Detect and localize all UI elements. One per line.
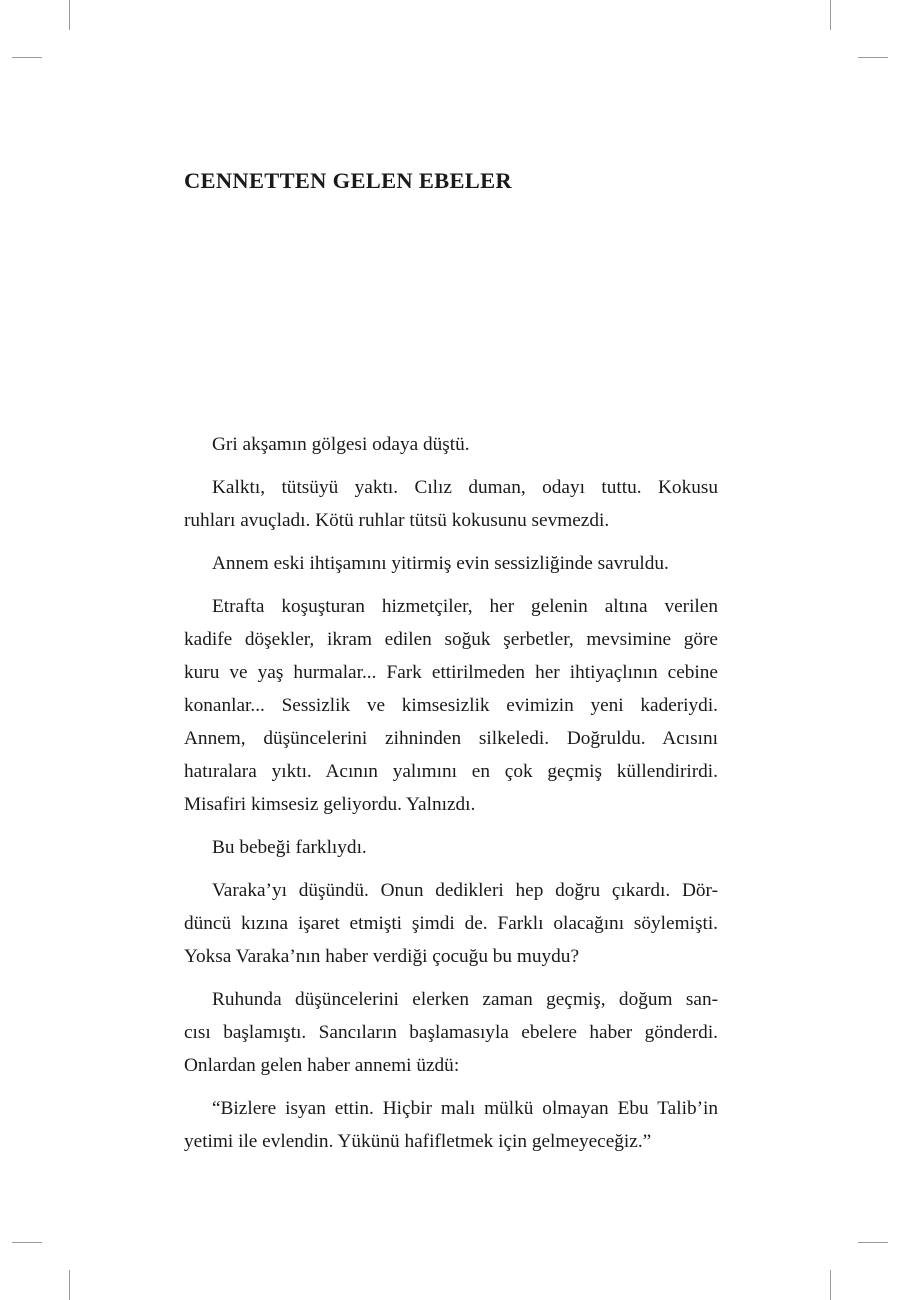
text-line: düncü kızına işaret etmişti şimdi de. Farklı olacağını söylemişti. bbox=[184, 913, 718, 934]
text-line: Varaka’yı düşündü. Onun dedikleri hep doğru çıkardı. Dör- bbox=[212, 880, 718, 901]
text-line: yetimi ile evlendin. Yükünü hafifletmek için gelmeyeceğiz.” bbox=[184, 1131, 652, 1152]
text-line: Annem, düşüncelerini zihninden silkeledi. Doğruldu. Acısını bbox=[184, 728, 718, 749]
crop-mark-bottom-right-vertical bbox=[830, 1270, 831, 1300]
crop-mark-bottom-left-vertical bbox=[69, 1270, 70, 1300]
paragraph bbox=[184, 547, 718, 580]
text-line: Kalktı, tütsüyü yaktı. Cılız duman, odayı tuttu. Kokusu bbox=[212, 477, 718, 498]
text-line: cısı başlamıştı. Sancıların başlamasıyla ebelere haber gönderdi. bbox=[184, 1022, 718, 1043]
text-line: Gri akşamın gölgesi odaya düştü. bbox=[212, 434, 470, 455]
text-line: Ruhunda düşüncelerini elerken zaman geçmiş, doğum san- bbox=[212, 989, 718, 1010]
text-line: Yoksa Varaka’nın haber verdiği çocuğu bu muydu? bbox=[184, 946, 579, 967]
paragraph bbox=[184, 831, 718, 864]
text-line: “Bizlere isyan ettin. Hiçbir malı mülkü olmayan Ebu Talib’in bbox=[212, 1098, 718, 1119]
text-line: Bu bebeği farklıydı. bbox=[212, 837, 367, 858]
text-line: Onlardan gelen haber annemi üzdü: bbox=[184, 1055, 460, 1076]
text-line: kadife döşekler, ikram edilen soğuk şerbetler, mevsimine göre bbox=[184, 629, 718, 650]
text-line: Etrafta koşuşturan hizmetçiler, her gelenin altına verilen bbox=[212, 596, 718, 617]
crop-mark-top-right-horizontal bbox=[858, 57, 888, 58]
text-line: Misafiri kimsesiz geliyordu. Yalnızdı. bbox=[184, 794, 476, 815]
crop-mark-top-left-vertical bbox=[69, 0, 70, 30]
text-line: ruhları avuçladı. Kötü ruhlar tütsü kokusunu sevmezdi. bbox=[184, 510, 610, 531]
paragraph bbox=[184, 471, 718, 537]
paragraph bbox=[184, 428, 718, 461]
crop-mark-top-right-vertical bbox=[830, 0, 831, 30]
paragraph bbox=[184, 983, 718, 1082]
crop-mark-top-left-horizontal bbox=[12, 57, 42, 58]
paragraph bbox=[184, 874, 718, 973]
text-line: konanlar... Sessizlik ve kimsesizlik evimizin yeni kaderiydi. bbox=[184, 695, 718, 716]
chapter-title: CENNETTEN GELEN EBELER bbox=[184, 168, 512, 193]
text-line: kuru ve yaş hurmalar... Fark ettirilmeden her ihtiyaçlının cebine bbox=[184, 662, 718, 683]
paragraph bbox=[184, 1092, 718, 1158]
chapter-body bbox=[184, 428, 718, 1168]
text-line: hatıralara yıktı. Acının yalımını en çok geçmiş küllendirirdi. bbox=[184, 761, 718, 782]
crop-mark-bottom-right-horizontal bbox=[858, 1242, 888, 1243]
paragraph bbox=[184, 590, 718, 821]
text-line: Annem eski ihtişamını yitirmiş evin sessizliğinde savruldu. bbox=[212, 553, 669, 574]
crop-mark-bottom-left-horizontal bbox=[12, 1242, 42, 1243]
